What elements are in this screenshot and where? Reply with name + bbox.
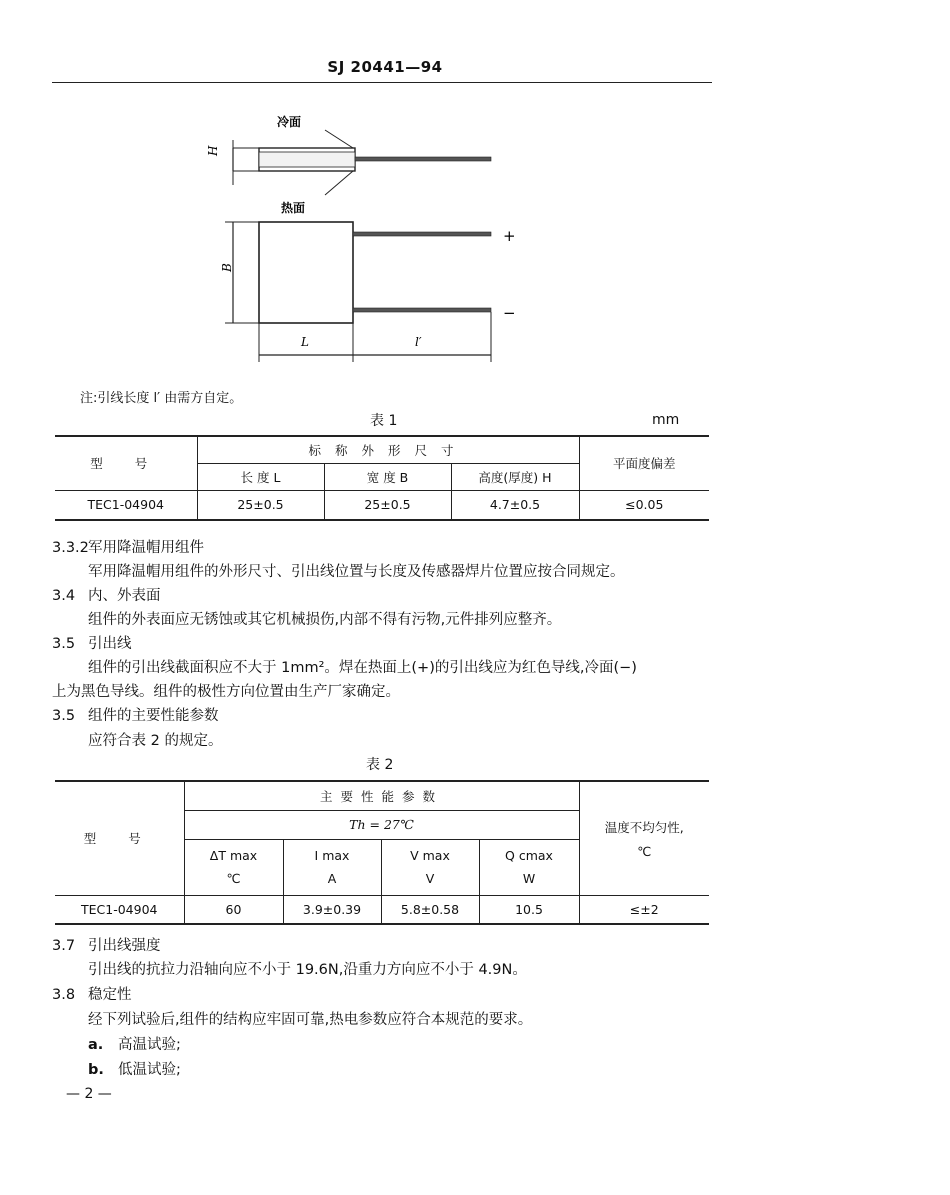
t2-header-delta-t: ΔT max ℃ [184,839,283,895]
section-3-5-body-line1: 组件的引出线截面积应不大于 1mm²。焊在热面上(+)的引出线应为红色导线,冷面(−) [88,660,637,676]
t2-cell-delta-t: 60 [184,895,283,924]
page-number: — 2 — [66,1086,112,1102]
t1-cell-flatness: ≤0.05 [579,490,709,520]
cold-face-label: 冷面 [277,115,302,129]
dim-h-label: H [206,145,220,156]
section-3-4-body: 组件的外表面应无锈蚀或其它机械损伤,内部不得有污物,元件排列应整齐。 [88,612,562,628]
t1-header-length: 长 度 L [197,463,324,490]
module-outline-figure [185,100,545,375]
section-3-4-heading: 3.4 内、外表面 [52,588,161,604]
t2-cell-model: TEC1-04904 [55,895,184,924]
section-3-3-2-body: 军用降温帽用组件的外形尺寸、引出线位置与长度及传感器焊片位置应按合同规定。 [88,564,625,580]
t1-header-model: 型 号 [55,436,197,490]
section-3-5-body-line2: 上为黑色导线。组件的极性方向位置由生产厂家确定。 [52,684,400,700]
t1-header-height: 高度(厚度) H [451,463,579,490]
t2-header-group: 主要性能参数 [184,781,579,810]
figure-note: 注:引线长度 l′ 由需方自定。 [80,391,243,406]
header-rule [52,82,712,83]
section-3-6-heading: 3.5 组件的主要性能参数 [52,708,219,724]
table1-unit: mm [652,412,680,428]
t2-header-q-cmax: Q cmax W [479,839,579,895]
dim-l-label: L [301,335,309,349]
t2-cell-i-max: 3.9±0.39 [283,895,381,924]
section-3-8-body: 经下列试验后,组件的结构应牢固可靠,热电参数应符合本规范的要求。 [88,1012,533,1028]
t2-cell-uniformity: ≤±2 [579,895,709,924]
t2-header-uniformity: 温度不均匀性, ℃ [579,781,709,895]
t1-cell-model: TEC1-04904 [55,490,197,520]
t1-header-group: 标称外形尺寸 [197,436,579,463]
t2-header-i-max: I max A [283,839,381,895]
section-3-6-body: 应符合表 2 的规定。 [88,733,223,749]
section-3-3-2-heading: 3.3.2军用降温帽用组件 [52,540,204,556]
positive-lead [353,232,491,236]
t1-header-width: 宽 度 B [324,463,451,490]
hot-face-label: 热面 [281,201,306,215]
table-2 [55,780,709,925]
dim-lead-label: l′ [415,335,422,349]
plus-sign: + [503,227,516,245]
doc-code: SJ 20441—94 [327,58,443,76]
minus-sign: − [503,304,516,322]
t2-cell-q-cmax: 10.5 [479,895,579,924]
t2-header-v-max: V max V [381,839,479,895]
side-lead-wire [355,157,491,161]
table1-caption: 表 1 [370,413,398,429]
table-1 [55,435,709,521]
t1-header-flatness: 平面度偏差 [579,436,709,490]
top-view-body [259,222,353,323]
t2-cell-v-max: 5.8±0.58 [381,895,479,924]
section-3-7-body: 引出线的抗拉力沿轴向应不小于 19.6N,沿重力方向应不小于 4.9N。 [88,962,527,978]
table-row [55,895,709,924]
t2-header-model: 型 号 [55,781,184,895]
table-row [55,490,709,520]
list-item: b. 低温试验; [88,1062,181,1078]
t1-cell-length: 25±0.5 [197,490,324,520]
t2-condition: Th = 27℃ [184,810,579,839]
section-3-7-heading: 3.7 引出线强度 [52,938,161,954]
section-3-8-heading: 3.8 稳定性 [52,987,132,1003]
list-item: a. 高温试验; [88,1037,181,1053]
negative-lead [353,308,491,312]
section-3-5-heading: 3.5 引出线 [52,636,132,652]
dim-b-label: B [220,263,234,272]
t1-cell-height: 4.7±0.5 [451,490,579,520]
table2-caption: 表 2 [366,757,394,773]
t1-cell-width: 25±0.5 [324,490,451,520]
